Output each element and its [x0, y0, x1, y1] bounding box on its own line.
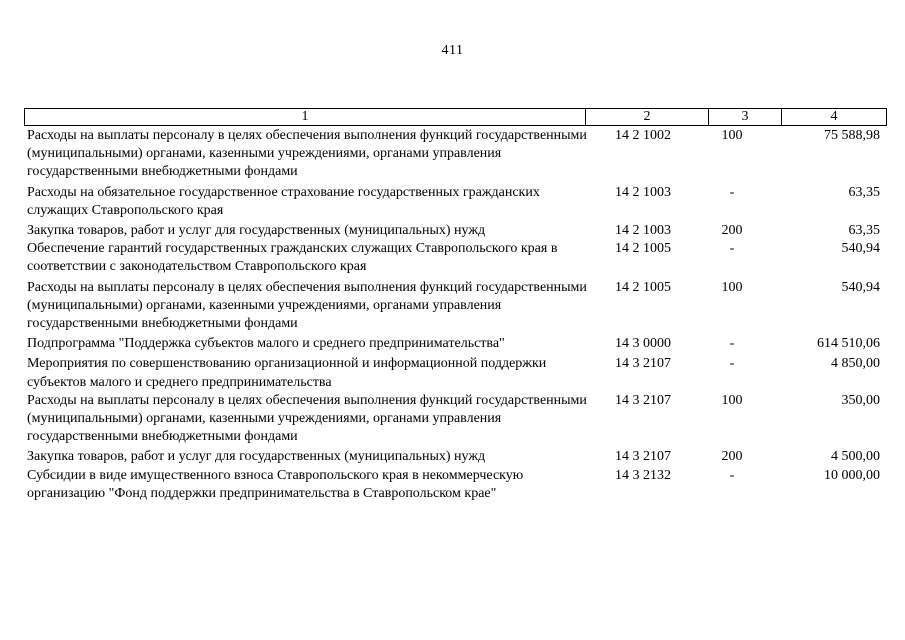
row-code: 14 2 1002	[615, 128, 671, 143]
row-code: 14 3 2107	[615, 356, 671, 372]
table-row	[24, 240, 884, 276]
row-name: Обеспечение гарантий государственных гражданских служащих Ставропольского края в соответствии с законодательством Ставропольского края	[27, 241, 558, 275]
row-code: 14 2 1005	[615, 241, 671, 257]
column-header-table	[24, 108, 887, 126]
table-row	[24, 392, 884, 447]
row-expense-type: -	[729, 184, 735, 200]
table-row	[24, 279, 884, 334]
table-row	[24, 184, 884, 220]
row-expense-type: 200	[721, 449, 743, 465]
row-amount: 63,35	[848, 223, 880, 239]
row-amount: 4 500,00	[831, 449, 880, 465]
row-expense-type: -	[729, 467, 735, 483]
row-expense-type: -	[729, 356, 735, 372]
row-name: Расходы на выплаты персоналу в целях обеспечения выполнения функций государственными (муниципальными) органами, казенными учреждениями, органами управления государственными внебюджетными фондами	[27, 128, 587, 180]
row-code: 14 3 0000	[615, 336, 671, 352]
column-header-1: 1	[25, 109, 586, 126]
row-amount: 350,00	[841, 392, 880, 408]
table-row	[24, 448, 884, 466]
row-amount: 63,35	[848, 184, 880, 200]
row-expense-type: 100	[721, 279, 743, 295]
page-number: 411	[441, 43, 464, 58]
row-name: Подпрограмма "Поддержка субъектов малого и среднего предпринимательства"	[27, 336, 505, 352]
row-code: 14 3 2107	[615, 449, 671, 465]
row-expense-type: -	[729, 241, 735, 257]
row-code: 14 2 1003	[615, 184, 671, 200]
row-name: Закупка товаров, работ и услуг для государственных (муниципальных) нужд	[27, 223, 486, 239]
row-amount: 614 510,06	[817, 336, 880, 352]
row-name: Субсидии в виде имущественного взноса Ставропольского края в некоммерческую организацию "Фонд поддержки предпринимательства в Ставропольском крае"	[27, 467, 524, 501]
row-expense-type: 100	[721, 392, 743, 408]
table-row	[24, 355, 884, 391]
table-row	[24, 467, 884, 503]
column-header-3: 3	[709, 109, 782, 126]
row-code: 14 2 1005	[615, 279, 671, 295]
row-expense-type: 200	[721, 223, 743, 239]
table-row	[24, 127, 884, 182]
row-amount: 75 588,98	[824, 128, 880, 143]
row-expense-type: 100	[721, 128, 743, 143]
row-code: 14 2 1003	[615, 223, 671, 239]
row-amount: 10 000,00	[824, 467, 880, 483]
row-name: Мероприятия по совершенствованию организационной и информационной поддержки субъектов малого и среднего предпринимательства	[27, 356, 547, 390]
row-name: Закупка товаров, работ и услуг для государственных (муниципальных) нужд	[27, 449, 486, 465]
row-name: Расходы на выплаты персоналу в целях обеспечения выполнения функций государственными (муниципальными) органами, казенными учреждениями, органами управления государственными внебюджетными фондами	[27, 392, 587, 445]
column-header-4: 4	[782, 109, 887, 126]
row-name: Расходы на обязательное государственное страхование государственных гражданских служащих Ставропольского края	[27, 184, 540, 218]
row-code: 14 3 2107	[615, 392, 671, 408]
row-amount: 4 850,00	[831, 356, 880, 372]
table-row	[24, 335, 884, 353]
row-name: Расходы на выплаты персоналу в целях обеспечения выполнения функций государственными (муниципальными) органами, казенными учреждениями, органами управления государственными внебюджетными фондами	[27, 279, 587, 332]
row-amount: 540,94	[841, 279, 880, 295]
column-header-2: 2	[586, 109, 709, 126]
budget-rows	[24, 127, 884, 503]
row-code: 14 3 2132	[615, 467, 671, 483]
row-amount: 540,94	[841, 241, 880, 257]
column-header-row	[25, 109, 887, 126]
table-row	[24, 222, 884, 240]
row-expense-type: -	[729, 336, 735, 352]
